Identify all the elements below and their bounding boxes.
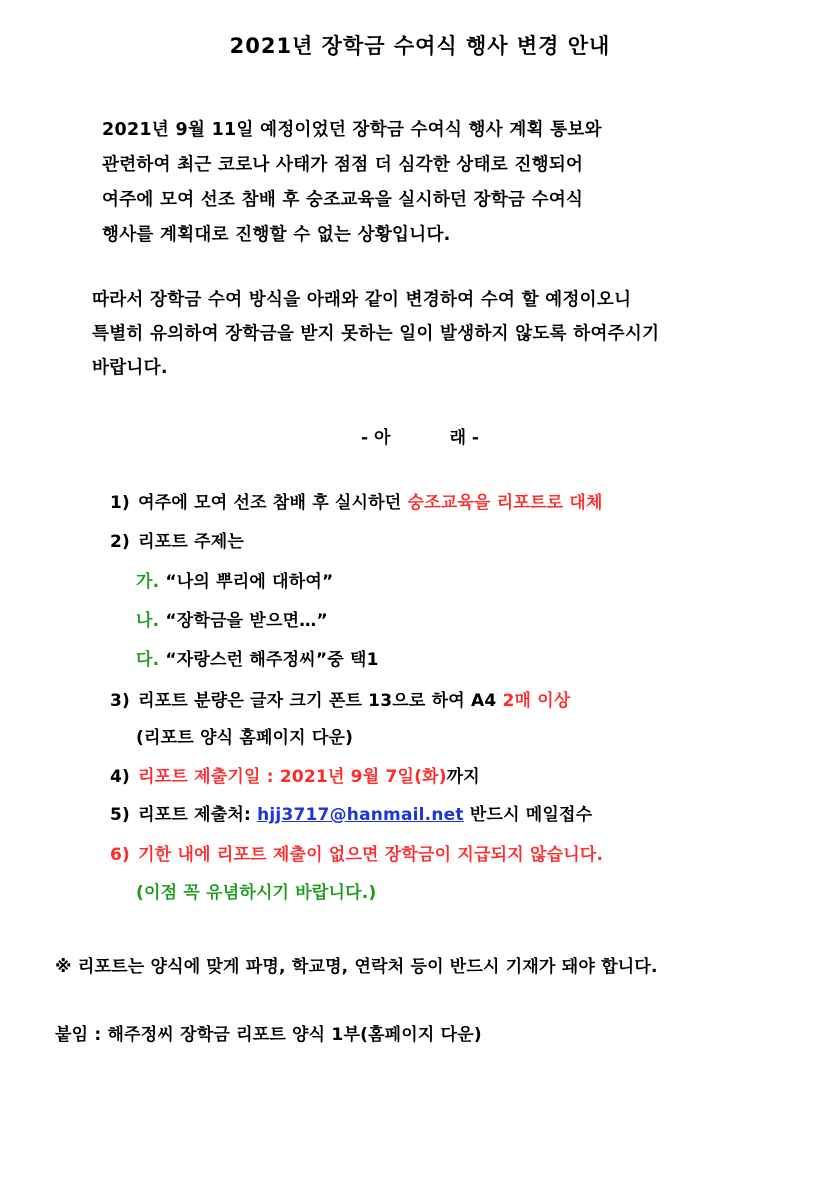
- list-item-6: [110, 840, 603, 865]
- item-number: 2): [110, 532, 130, 552]
- list-item-4: [110, 762, 480, 787]
- notice-line-3: 바랍니다.: [92, 358, 168, 378]
- email-link[interactable]: hjj3717@hanmail.net: [257, 805, 464, 825]
- list-item-5: [110, 800, 592, 825]
- list-item-1: [110, 488, 603, 513]
- intro-line-2: 관련하여 최근 코로나 사태가 점점 더 심각한 상태로 진행되어: [102, 155, 584, 175]
- item-number: 5): [110, 805, 130, 825]
- item-highlight: 2매 이상: [502, 691, 571, 711]
- item-highlight: 기한 내에 리포트 제출이 없으면 장학금이 지급되지 않습니다.: [138, 845, 604, 865]
- item-text: 까지: [446, 767, 480, 787]
- item-tail: 반드시 메일접수: [463, 805, 593, 825]
- notice-line-1: 따라서 장학금 수여 방식을 아래와 같이 변경하여 수여 할 예정이오니: [92, 290, 632, 310]
- section-heading: - 아 래 -: [361, 428, 479, 448]
- sub-item-marker: 다.: [136, 650, 160, 670]
- item-number: 4): [110, 767, 130, 787]
- list-item-3: [110, 686, 570, 711]
- item-number: 6): [110, 845, 130, 865]
- remark-note: ※ 리포트는 양식에 맞게 파명, 학교명, 연락처 등이 반드시 기재가 돼야 합니다.: [55, 957, 658, 977]
- intro-line-4: 행사를 계획대로 진행할 수 없는 상황입니다.: [102, 225, 451, 245]
- list-item-3-continuation: (리포트 양식 홈페이지 다운): [136, 728, 354, 748]
- sub-item-marker: 가.: [136, 572, 160, 592]
- page-title: 2021년 장학금 수여식 행사 변경 안내: [229, 34, 611, 58]
- item-number: 3): [110, 691, 130, 711]
- intro-line-3: 여주에 모여 선조 참배 후 숭조교육을 실시하던 장학금 수여식: [102, 190, 584, 210]
- item-text: 리포트 주제는: [138, 532, 244, 552]
- sub-item-text: “자랑스런 해주정씨”중 택1: [159, 650, 379, 670]
- notice-line-2: 특별히 유의하여 장학금을 받지 못하는 일이 발생하지 않도록 하여주시기: [92, 324, 660, 344]
- sub-item-marker: 나.: [136, 611, 160, 631]
- item-text: 리포트 제출처:: [138, 805, 258, 825]
- attachment-note: 붙임 : 해주정씨 장학금 리포트 양식 1부(홈페이지 다운): [55, 1025, 482, 1045]
- item-text: 여주에 모여 선조 참배 후 실시하던: [138, 493, 408, 513]
- list-item-6-note: (이점 꼭 유념하시기 바랍니다.): [136, 883, 377, 903]
- item-text: 리포트 분량은 글자 크기 폰트 13으로 하여 A4: [138, 691, 503, 711]
- sub-item-text: “장학금을 받으면…”: [159, 611, 328, 631]
- sub-item-a: [136, 567, 333, 592]
- item-highlight: 리포트 제출기일 : 2021년 9월 7일(화): [138, 767, 447, 787]
- sub-item-text: “나의 뿌리에 대하여”: [159, 572, 334, 592]
- sub-item-b: [136, 606, 328, 631]
- intro-line-1: 2021년 9월 11일 예정이었던 장학금 수여식 행사 계획 통보와: [102, 120, 602, 140]
- sub-item-c: [136, 645, 379, 670]
- item-highlight: 숭조교육을 리포트로 대체: [407, 493, 603, 513]
- item-number: 1): [110, 493, 130, 513]
- list-item-2: [110, 527, 244, 552]
